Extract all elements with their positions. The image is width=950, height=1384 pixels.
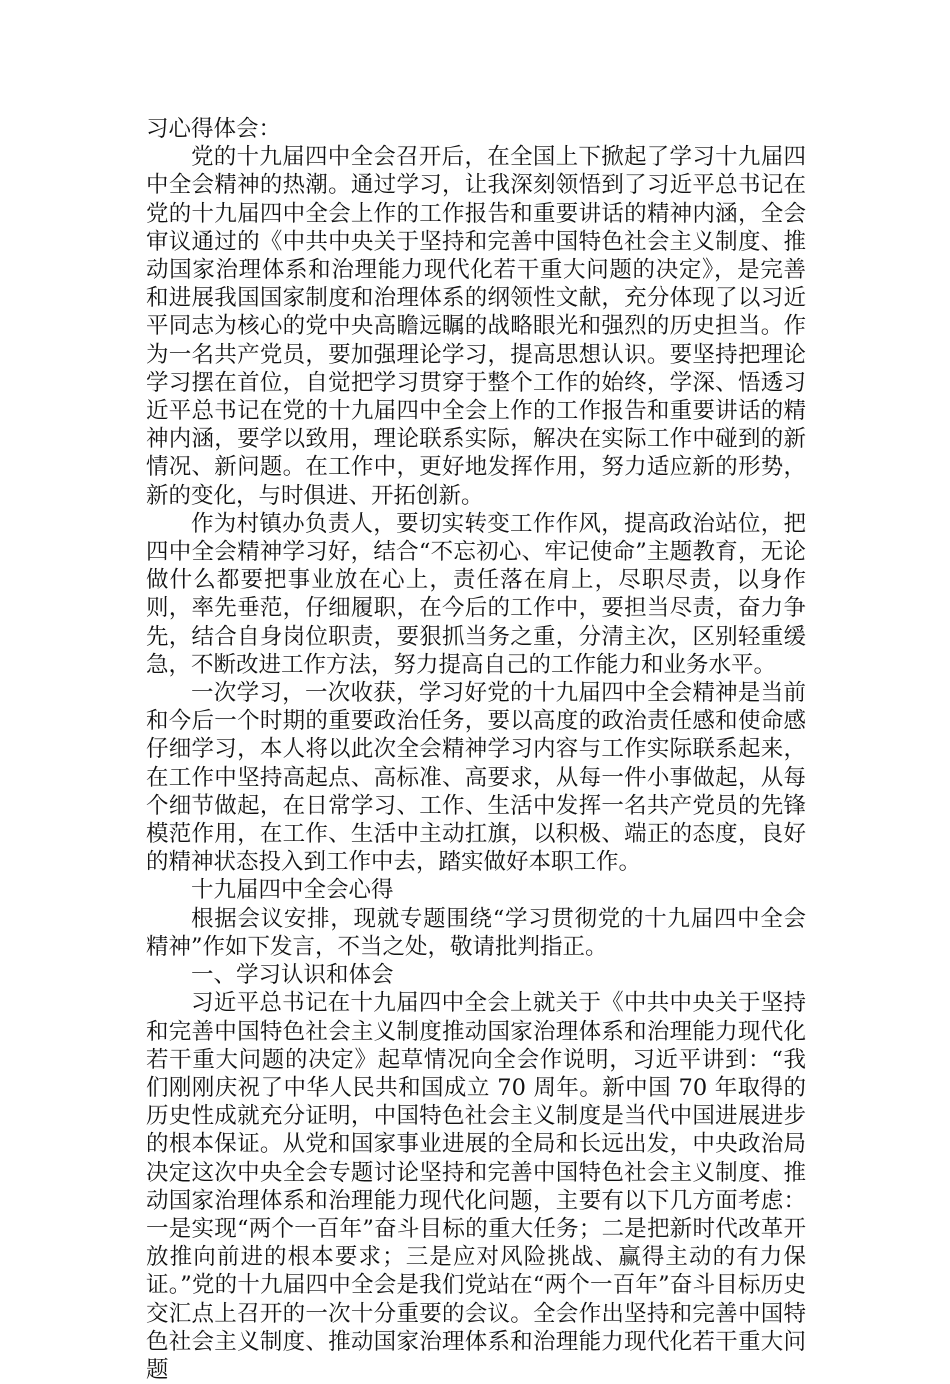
- subsection-heading: 一、学习认识和体会: [191, 962, 394, 989]
- paragraph-plenum-explanation: 习近平总书记在十九届四中全会上就关于《中共中央关于坚持和完善中国特色社会主义制度推动国家治理体系和治理能力现代化若干重大问题的决定》起草情况向全会作说明，习近平讲到：“我们刚刚庆祝了中华人民共和国成立 70 周年。新中国 70 年取得的历史性成就充分证明，中国特色社会主义制度是当代中国进展进步的根本保证。从党和国家事业进展的全局和长远出发，中央政治局决定这次中央全会专题讨论坚持和完善中国特色社会主义制度、推动国家治理体系和治理能力现代化问题，主要有以下几方面考虑：一是实现“两个一百年”奋斗目标的重大任务；二是把新时代改革开放推向前进的根本要求；三是应对风险挑战、赢得主动的有力保证。”党的十九届四中全会是我们党站在“两个一百年”奋斗目标历史交汇点上召开的一次十分重要的会议。全会作出坚持和完善中国特色社会主义制度、推动国家治理体系和治理能力现代化若干重大问题: [146, 990, 806, 1383]
- document-page: [146, 115, 806, 1384]
- paragraph-study-gain: 一次学习，一次收获，学习好党的十九届四中全会精神是当前和今后一个时期的重要政治任务，要以高度的政治责任感和使命感仔细学习，本人将以此次全会精神学习内容与工作实际联系起来，在工作中坚持高起点、高标准、高要求，从每一件小事做起，从每个细节做起，在日常学习、工作、生活中发挥一名共产党员的先锋模范作用，在工作、生活中主动扛旗，以积极、端正的态度，良好的精神状态投入到工作中去，踏实做好本职工作。: [146, 680, 806, 876]
- paragraph-heading-fragment: 习心得体会：: [146, 116, 282, 142]
- paragraph-meeting-intro: 根据会议安排，现就专题围绕“学习贯彻党的十九届四中全会精神”作如下发言，不当之处，敬请批判指正。: [146, 905, 806, 960]
- paragraph-study-reflection: 党的十九届四中全会召开后，在全国上下掀起了学习十九届四中全会精神的热潮。通过学习，让我深刻领悟到了习近平总书记在党的十九届四中全会上作的工作报告和重要讲话的精神内涵，全会审议通过的《中共中央关于坚持和完善中国特色社会主义制度、推动国家治理体系和治理能力现代化若干重大问题的决定》，是完善和进展我国国家制度和治理体系的纲领性文献，充分体现了以习近平同志为核心的党中央高瞻远瞩的战略眼光和强烈的历史担当。作为一名共产党员，要加强理论学习，提高思想认识。要坚持把理论学习摆在首位，自觉把学习贯穿于整个工作的始终，学深、悟透习近平总书记在党的十九届四中全会上作的工作报告和重要讲话的精神内涵，要学以致用，理论联系实际，解决在实际工作中碰到的新情况、新问题。在工作中，更好地发挥作用，努力适应新的形势，新的变化，与时俱进、开拓创新。: [146, 144, 806, 509]
- paragraph-work-style: 作为村镇办负责人，要切实转变工作作风，提高政治站位，把四中全会精神学习好，结合“不忘初心、牢记使命”主题教育，无论做什么都要把事业放在心上，责任落在肩上，尽职尽责，以身作则，率先垂范，仔细履职，在今后的工作中，要担当尽责，奋力争先，结合自身岗位职责，要狠抓当务之重，分清主次，区别轻重缓急，不断改进工作方法，努力提高自己的工作能力和业务水平。: [146, 510, 806, 678]
- section-title: 十九届四中全会心得: [191, 877, 394, 904]
